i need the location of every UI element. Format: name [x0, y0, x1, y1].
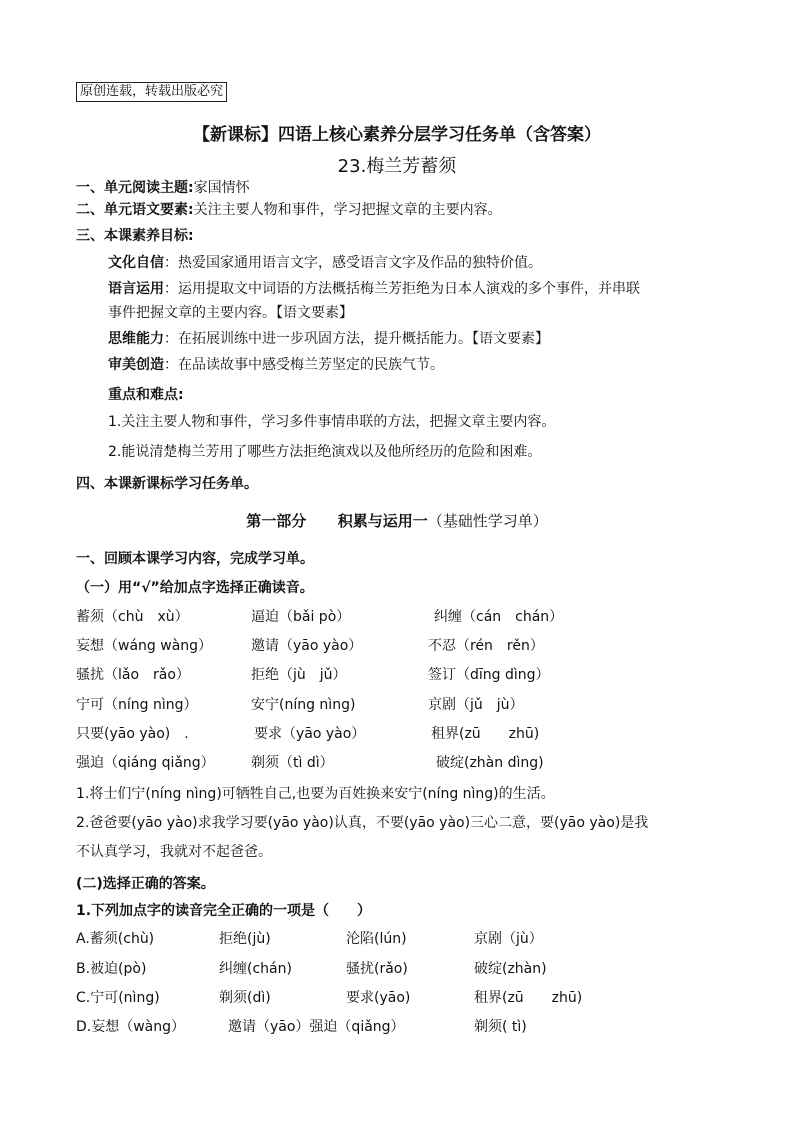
section-1-label: 一、单元阅读主题: — [76, 180, 194, 196]
goal-language — [108, 279, 640, 299]
pinyin-item: 宁可（níng nìng） — [76, 697, 198, 713]
pinyin-item: 妄想（wáng wàng） — [76, 638, 213, 654]
key-point-2: 2.能说清楚梅兰芳用了哪些方法拒绝演戏以及他所经历的危险和困难。 — [108, 444, 542, 460]
option-item: 破绽(zhàn) — [474, 961, 547, 977]
sentence-2-cont: 不认真学习，我就对不起爸爸。 — [76, 844, 272, 860]
goal-aesthetic — [108, 355, 444, 375]
goal-culture — [108, 253, 542, 273]
pinyin-item: 邀请（yāo yào） — [251, 638, 363, 654]
option-item: 京剧（jù） — [474, 931, 543, 947]
section-1 — [76, 178, 250, 198]
goal-thinking-text: ：在拓展训练中进一步巩固方法，提升概括能力。【语文要素】 — [164, 331, 549, 347]
lesson-title: 23.梅兰芳蓄须 — [337, 156, 457, 177]
option-item: 剃须(dì) — [219, 990, 271, 1006]
pinyin-item: 蓄须（chù xù） — [76, 609, 189, 625]
question-2-1: 1.下列加点字的读音完全正确的一项是（ ） — [76, 903, 372, 919]
option-item: 租界(zū zhū) — [474, 990, 583, 1006]
pinyin-item: 租界(zū zhū) — [431, 726, 540, 742]
section-2-text: 关注主要人物和事件，学习把握文章的主要内容。 — [193, 202, 502, 218]
option-item: A.蓄须(chù) — [76, 931, 155, 947]
question-1a: （一）用“√”给加点字选择正确读音。 — [76, 580, 314, 596]
pinyin-item: 不忍（rén rěn） — [428, 638, 544, 654]
part-1-heading — [0, 510, 794, 531]
pinyin-item: 强迫（qiáng qiǎng） — [76, 755, 215, 771]
question-1: 一、回顾本课学习内容，完成学习单。 — [76, 551, 314, 567]
option-item: 邀请（yāo）强迫（qiǎng） — [228, 1019, 405, 1035]
section-1-text: 家国情怀 — [193, 180, 250, 196]
copyright-stamp: 原创连载，转载出版必究 — [76, 82, 227, 102]
goal-language-text: ：运用提取文中词语的方法概括梅兰芳拒绝为日本人演戏的多个事件，并串联 — [164, 281, 640, 297]
option-d — [76, 1017, 716, 1037]
goal-aesthetic-text: ：在品读故事中感受梅兰芳坚定的民族气节。 — [164, 357, 444, 373]
part-1-type: （基础性学习单） — [427, 512, 548, 530]
option-item: D.妄想（wàng） — [76, 1019, 186, 1035]
option-c — [76, 988, 716, 1008]
pinyin-row-3 — [76, 665, 716, 685]
goal-culture-label: 文化自信 — [108, 255, 164, 271]
key-points-label: 重点和难点: — [108, 387, 184, 403]
section-4: 四、本课新课标学习任务单。 — [76, 476, 258, 492]
question-2: (二)选择正确的答案。 — [76, 876, 215, 892]
option-item: 骚扰(rǎo) — [346, 961, 408, 977]
pinyin-item: 签订（dīng dìng） — [428, 667, 550, 683]
option-item: B.被迫(pò) — [76, 961, 147, 977]
sentence-2: 2.爸爸要(yāo yào)求我学习要(yāo yào)认真，不要(yāo yào)三心二意，要(yāo yào)是我 — [76, 815, 649, 831]
key-point-1: 1.关注主要人物和事件，学习多件事情串联的方法，把握文章主要内容。 — [108, 414, 556, 430]
goal-thinking-label: 思维能力 — [108, 331, 164, 347]
option-item: 剃须( tì) — [474, 1019, 527, 1035]
goal-language-label: 语言运用 — [108, 281, 164, 297]
goal-language-cont: 事件把握文章的主要内容。【语文要素】 — [108, 305, 353, 321]
pinyin-row-6 — [76, 753, 716, 773]
pinyin-item: 剃须（tì dì） — [251, 755, 334, 771]
option-item: C.宁可(nìng) — [76, 990, 160, 1006]
part-1-number: 第一部分 — [246, 512, 307, 530]
pinyin-row-4 — [76, 695, 716, 715]
pinyin-item: 只要(yāo yào) . — [76, 726, 189, 742]
goal-thinking — [108, 329, 549, 349]
option-item: 要求(yāo) — [346, 990, 411, 1006]
section-3-label: 三、本课素养目标: — [76, 228, 194, 244]
option-item: 沦陷(lún) — [346, 931, 407, 947]
pinyin-item: 破绽(zhàn dìng) — [436, 755, 544, 771]
section-2-label: 二、单元语文要素: — [76, 202, 194, 218]
part-1-name: 积累与运用一 — [337, 512, 428, 530]
pinyin-item: 骚扰（lǎo rǎo） — [76, 667, 190, 683]
pinyin-row-5 — [76, 724, 716, 744]
option-item: 纠缠(chán) — [219, 961, 292, 977]
goal-culture-text: ：热爱国家通用语言文字，感受语言文字及作品的独特价值。 — [164, 255, 542, 271]
pinyin-item: 拒绝（jù jǔ） — [251, 667, 347, 683]
pinyin-item: 京剧（jǔ jù） — [428, 697, 524, 713]
option-item: 拒绝(jù) — [219, 931, 271, 947]
option-b — [76, 959, 716, 979]
option-a — [76, 929, 716, 949]
pinyin-row-2 — [76, 636, 716, 656]
pinyin-item: 安宁(níng nìng) — [251, 697, 356, 713]
section-2 — [76, 200, 502, 220]
pinyin-item: 要求（yāo yào） — [254, 726, 366, 742]
pinyin-row-1 — [76, 607, 716, 627]
pinyin-item: 逼迫（bǎi pò） — [251, 609, 351, 625]
pinyin-item: 纠缠（cán chán） — [434, 609, 564, 625]
sentence-1: 1.将士们宁(níng nìng)可牺牲自己,也要为百姓换来安宁(níng nìng)的生活。 — [76, 786, 555, 802]
goal-aesthetic-label: 审美创造 — [108, 357, 164, 373]
page-title: 【新课标】四语上核心素养分层学习任务单（含答案） — [193, 125, 601, 145]
